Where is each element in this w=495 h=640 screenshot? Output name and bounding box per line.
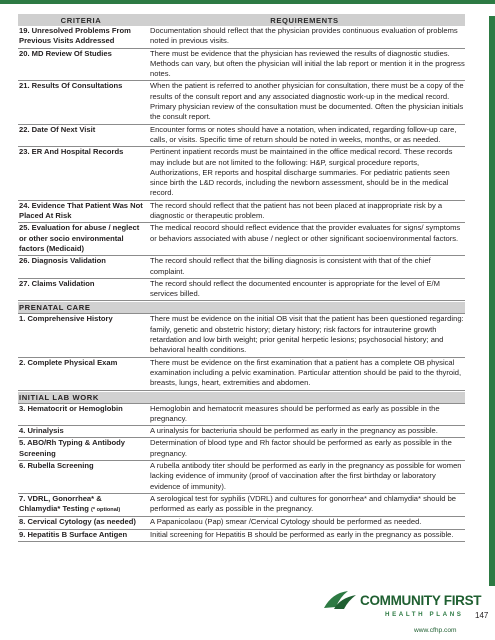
row-criteria: 1. Comprehensive History: [19, 314, 113, 324]
table-row: [18, 426, 465, 438]
row-requirement: There must be evidence on the first examination that a patient has a complete OB physical examination including a pelvic examination. Particular attention should be paid to the thyroid, breasts, lungs, heart, extremities and abdomen.: [150, 357, 462, 388]
row-criteria: 21. Results Of Consultations: [19, 81, 123, 91]
table-row: [18, 314, 465, 357]
row-criteria: 4. Urinalysis: [19, 426, 64, 436]
row-criteria: 8. Cervical Cytology (as needed): [19, 517, 136, 527]
table-row: [18, 125, 465, 148]
table-row: [18, 26, 465, 49]
table-row: [18, 494, 465, 518]
section-heading-initial-lab-work: INITIAL LAB WORK: [18, 392, 465, 404]
row-requirement: A urinalysis for bacteriuria should be performed as early in the pregnancy as possible.: [150, 426, 438, 436]
table-row: [18, 147, 465, 200]
row-requirement: Encounter forms or notes should have a notation, when indicated, regarding follow-up care, calls, or visits. Specific time of return should be noted in weeks, months, or as needed.: [150, 124, 457, 144]
right-edge-stripe: [489, 16, 495, 586]
row-criteria: 27. Claims Validation: [19, 278, 95, 288]
row-criteria: 20. MD Review Of Studies: [19, 48, 112, 58]
section-heading-prenatal-care: PRENATAL CARE: [18, 302, 465, 314]
website-link[interactable]: www.cfhp.com: [414, 627, 457, 634]
table-row: [18, 404, 465, 427]
row-requirement: Hemoglobin and hematocrit measures should be performed as early as possible in the pregnancy.: [150, 403, 440, 423]
table-header: [18, 14, 465, 26]
row-requirement: A serological test for syphilis (VDRL) and cultures for gonorrhea* and chlamydia* should be performed as early as possible in the pregnancy.: [150, 493, 457, 514]
row-requirement: Determination of blood type and Rh factor should be performed as early as possible in the pregnancy.: [150, 438, 452, 458]
brand-subtitle: HEALTH PLANS: [385, 611, 464, 618]
row-criteria: 26. Diagnosis Validation: [19, 256, 106, 266]
row-requirement: When the patient is referred to another physician for consultation, there must be a copy of the results of the consult report and any associated diagnostic work-up in the medical record. Primary physician review of the consultation must be documented. Often the physician initials the consult report.: [150, 81, 464, 122]
row-requirement: Pertinent inpatient records must be maintained in the office medical record. These records may include but are not limited to the following: H&P, surgical procedure reports, Authorizations, ER reports and hospital discharge summaries. For pediatric patients seen since birth the L&D records, including the newborn assessment, should be in the medical record.: [150, 147, 453, 198]
row-requirement: The record should reflect that the billing diagnosis is consistent with that of the chief complaint.: [150, 256, 431, 276]
optional-note: (* optional): [91, 507, 121, 514]
row-requirement: There must be evidence that the physician has reviewed the results of diagnostic studies. Methods can vary, but often the physician will initial the lab report or mention it in the progress notes.: [150, 48, 465, 79]
table-row: [18, 438, 465, 461]
row-criteria: 23. ER And Hospital Records: [19, 147, 124, 157]
page-number: 147: [475, 611, 489, 620]
table-row: [18, 358, 465, 391]
table-row: [18, 530, 465, 542]
row-requirement: The medical reocord should reflect evidence that the provider evaluates for signs/ symptoms or behaviors associated with abuse / neglect or other significant socioenvironmental factors.: [150, 223, 461, 243]
row-criteria: 6. Rubella Screening: [19, 460, 94, 470]
row-requirement: The record should reflect the documented encounter is appropriate for the level of E/M services billed.: [150, 278, 440, 299]
table-row: [18, 279, 465, 302]
row-requirement: Initial screening for Hepatitis B should be performed as early in the pregnancy as possible.: [150, 529, 454, 539]
row-requirement: A rubella antibody titer should be performed as early in the pregnancy as possible for women lacking evidence of immunity (proof of vaccination after the first birthday or laboratory evidence of immunity).: [150, 460, 462, 491]
rows-group-general: [18, 26, 465, 301]
table-row: [18, 201, 465, 224]
row-criteria: 3. Hematocrit or Hemoglobin: [19, 403, 123, 413]
table-row: [18, 461, 465, 494]
table-row: [18, 81, 465, 124]
brand-name: COMMUNITY FIRST: [360, 593, 482, 608]
table-row: [18, 49, 465, 82]
row-criteria: 5. ABO/Rh Typing & Antibody Screening: [19, 438, 126, 458]
row-requirement: The record should reflect that the patient has not been placed at inappropriate risk by a diagnostic or therapeutic problem.: [150, 200, 443, 221]
row-criteria: 25. Evaluation for abuse / neglect or other socio environmental factors (Medicaid): [19, 223, 140, 253]
row-requirement: Documentation should reflect that the physician provides continuous evaluation of problems noted in previous visits.: [150, 26, 458, 46]
requirements-column-header: REQUIREMENTS: [270, 15, 339, 25]
row-criteria: 2. Complete Physical Exam: [19, 357, 118, 367]
row-criteria: [18, 494, 147, 517]
row-criteria-text: 7. VDRL, Gonorrhea* & Chlamydia* Testing: [19, 493, 102, 514]
rows-group-prenatal: [18, 314, 465, 390]
row-requirement: A Papanicolaou (Pap) smear /Cervical Cytology should be performed as needed.: [150, 517, 422, 527]
row-criteria: 9. Hepatitis B Surface Antigen: [19, 529, 128, 539]
table-row: [18, 223, 465, 256]
row-requirement: There must be evidence on the initial OB visit that the patient has been questioned regarding: family, genetic and obstetric history; dietary history; risk factors for intrauterine growth retardation and low birth weight; prior genital herpetic lesions; psychosocial history; and behavioral health conditions.: [150, 314, 464, 355]
row-criteria: 24. Evidence That Patient Was Not Placed At Risk: [19, 200, 143, 221]
criteria-table: [18, 14, 465, 542]
table-row: [18, 256, 465, 279]
criteria-column-header: CRITERIA: [60, 15, 102, 25]
row-criteria: 22. Date Of Next Visit: [19, 124, 96, 134]
top-border: [0, 0, 495, 4]
table-row: [18, 517, 465, 529]
swoosh-logo-icon: [322, 589, 358, 611]
rows-group-lab: [18, 404, 465, 543]
row-criteria: 19. Unresolved Problems From Previous Visits Addressed: [19, 26, 131, 46]
